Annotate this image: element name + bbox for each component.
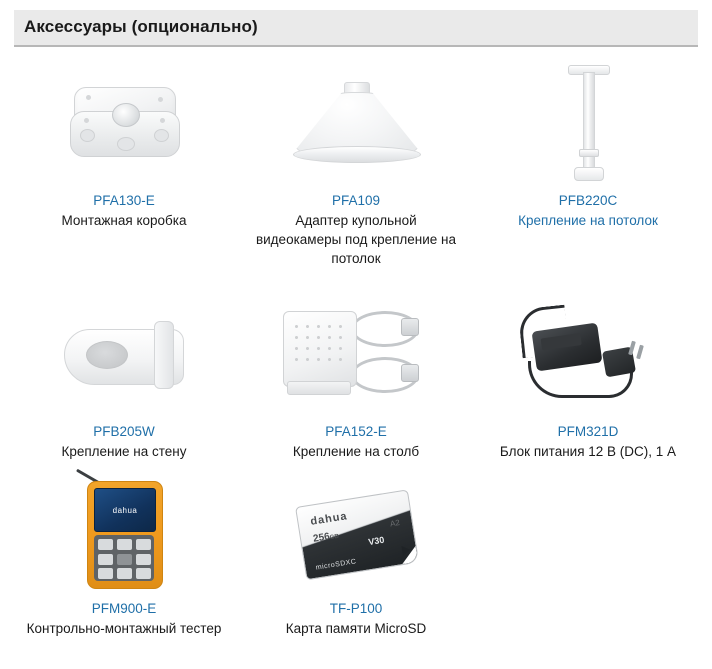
- accessory-description: Карта памяти MicroSD: [285, 621, 427, 636]
- accessory-model: PFA152-E: [325, 424, 387, 439]
- accessory-image: [261, 475, 451, 593]
- accessory-model: PFA109: [331, 193, 381, 208]
- accessory-model: PFM900-E: [91, 601, 157, 616]
- sd-capacity: 256: [312, 531, 331, 545]
- accessory-caption: [20, 191, 228, 230]
- junction-box-icon: [68, 85, 180, 163]
- accessory-item-tfp100[interactable]: [240, 475, 472, 638]
- accessory-image: [493, 63, 683, 185]
- accessory-item-pfm900e[interactable]: [8, 475, 240, 638]
- accessory-description: Контрольно-монтажный тестер: [26, 621, 222, 636]
- accessory-description: Крепление на стену: [61, 444, 187, 459]
- accessories-row: [8, 294, 704, 461]
- pole-mount-bracket-icon: [281, 305, 431, 405]
- accessory-item-pfa130e[interactable]: [8, 63, 240, 230]
- accessory-description: Крепление на потолок: [518, 213, 658, 228]
- power-adapter-icon: [518, 305, 658, 405]
- accessory-caption: [20, 599, 228, 638]
- sd-type: microSDXC: [315, 558, 357, 572]
- accessory-model: PFM321D: [557, 424, 619, 439]
- cctv-tester-icon: [87, 481, 161, 587]
- accessory-item-pfm321d[interactable]: [472, 294, 704, 461]
- accessory-caption: [20, 422, 228, 461]
- accessories-row: [8, 63, 704, 268]
- accessory-image: [29, 475, 219, 593]
- accessory-item-pfb205w[interactable]: [8, 294, 240, 461]
- accessory-caption: [252, 599, 460, 638]
- accessory-image: [261, 294, 451, 416]
- accessory-image: [29, 294, 219, 416]
- accessory-model: PFB220C: [558, 193, 618, 208]
- accessory-caption: [252, 191, 460, 268]
- section-header: [14, 10, 698, 47]
- accessory-caption: [484, 191, 692, 230]
- microsd-card-icon: [295, 490, 417, 579]
- accessory-image: [29, 63, 219, 185]
- wall-mount-icon: [58, 313, 190, 397]
- accessory-item-pfa109[interactable]: [240, 63, 472, 268]
- sd-app-class: A2: [389, 518, 401, 529]
- accessory-model: TF-P100: [329, 601, 383, 616]
- accessory-item-pfb220c[interactable]: [472, 63, 704, 230]
- accessory-description: Адаптер купольной видеокамеры под крепление на потолок: [255, 213, 457, 266]
- accessory-description: Блок питания 12 В (DC), 1 А: [499, 444, 677, 459]
- accessory-model: PFA130-E: [93, 193, 155, 208]
- dome-adapter-icon: [289, 82, 423, 166]
- accessories-page: [0, 10, 712, 669]
- tester-screen-text: dahua: [94, 488, 156, 532]
- accessory-image: [493, 294, 683, 416]
- accessory-description: Монтажная коробка: [61, 213, 187, 228]
- accessory-caption: [252, 422, 460, 461]
- sd-brand-text: dahua: [309, 510, 349, 528]
- sd-capacity-unit: GB: [329, 533, 340, 542]
- accessory-caption: [484, 422, 692, 461]
- page-title: Аксессуары (опционально): [24, 17, 258, 36]
- accessory-item-pfa152e[interactable]: [240, 294, 472, 461]
- ceiling-pole-mount-icon: [558, 63, 618, 185]
- sd-speed-class: V30: [367, 534, 386, 548]
- accessory-image: [261, 63, 451, 185]
- accessory-model: PFB205W: [93, 424, 155, 439]
- accessory-description: Крепление на столб: [292, 444, 420, 459]
- accessories-row: [8, 475, 704, 638]
- accessories-grid: [0, 63, 712, 638]
